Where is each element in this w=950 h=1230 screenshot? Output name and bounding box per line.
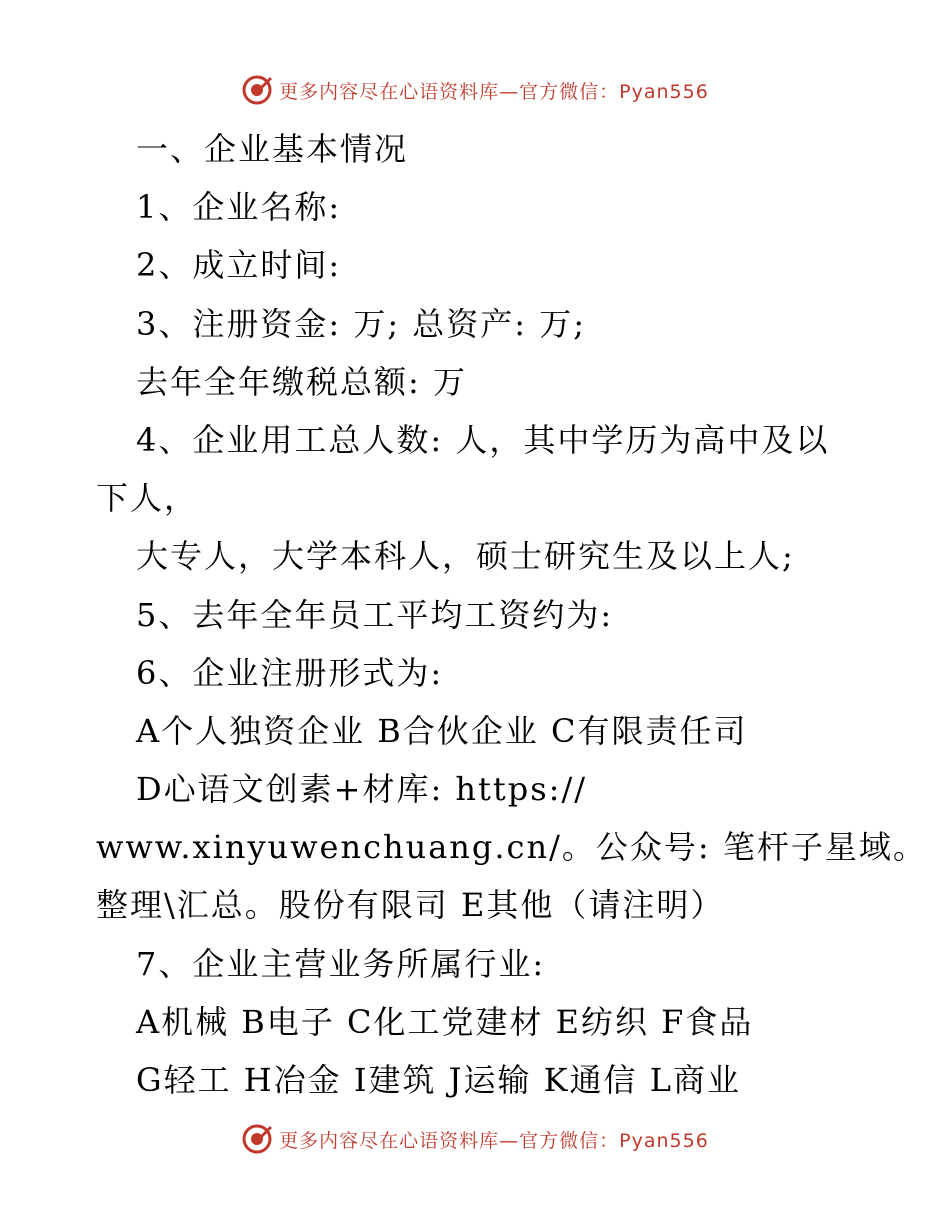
text-line: G轻工 H冶金 I建筑 J运输 K通信 L商业: [136, 1061, 741, 1099]
text-line: D心语文创素+材库: https://: [136, 770, 588, 809]
text-line: www.xinyuwenchuang.cn/。公众号: 笔杆子星域。: [96, 828, 927, 867]
text-line: 1、企业名称:: [136, 188, 342, 227]
text-line: A个人独资企业 B合伙企业 C有限责任司: [136, 711, 748, 750]
document-body: [96, 120, 927, 1109]
pen-logo-icon: [241, 74, 273, 106]
text-line: 大专人，大学本科人，硕士研究生及以上人;: [136, 537, 795, 576]
text-line: 2、成立时间:: [136, 246, 342, 285]
watermark-text: 更多内容尽在心语资料库—官方微信：Pyan556: [279, 1129, 709, 1152]
text-line: 下人，: [96, 479, 199, 518]
text-line: 4、企业用工总人数: 人，其中学历为高中及以: [136, 420, 830, 459]
text-line: 去年全年缴税总额: 万: [136, 362, 467, 401]
pen-logo-icon: [241, 1123, 273, 1155]
watermark-footer: [0, 1119, 950, 1159]
watermark-header: [0, 70, 950, 110]
text-line: 7、企业主营业务所属行业:: [136, 944, 546, 983]
text-line: 5、去年全年员工平均工资约为:: [136, 595, 614, 634]
section-heading: 一、企业基本情况: [136, 130, 409, 168]
text-line: A机械 B电子 C化工党建材 E纺织 F食品: [136, 1002, 754, 1041]
text-line: 整理\汇总。股份有限司 E其他（请注明）: [96, 886, 725, 925]
text-line: 3、注册资金: 万; 总资产: 万;: [136, 304, 587, 343]
text-line: 6、企业注册形式为:: [136, 653, 444, 692]
watermark-text: 更多内容尽在心语资料库—官方微信：Pyan556: [279, 80, 709, 103]
